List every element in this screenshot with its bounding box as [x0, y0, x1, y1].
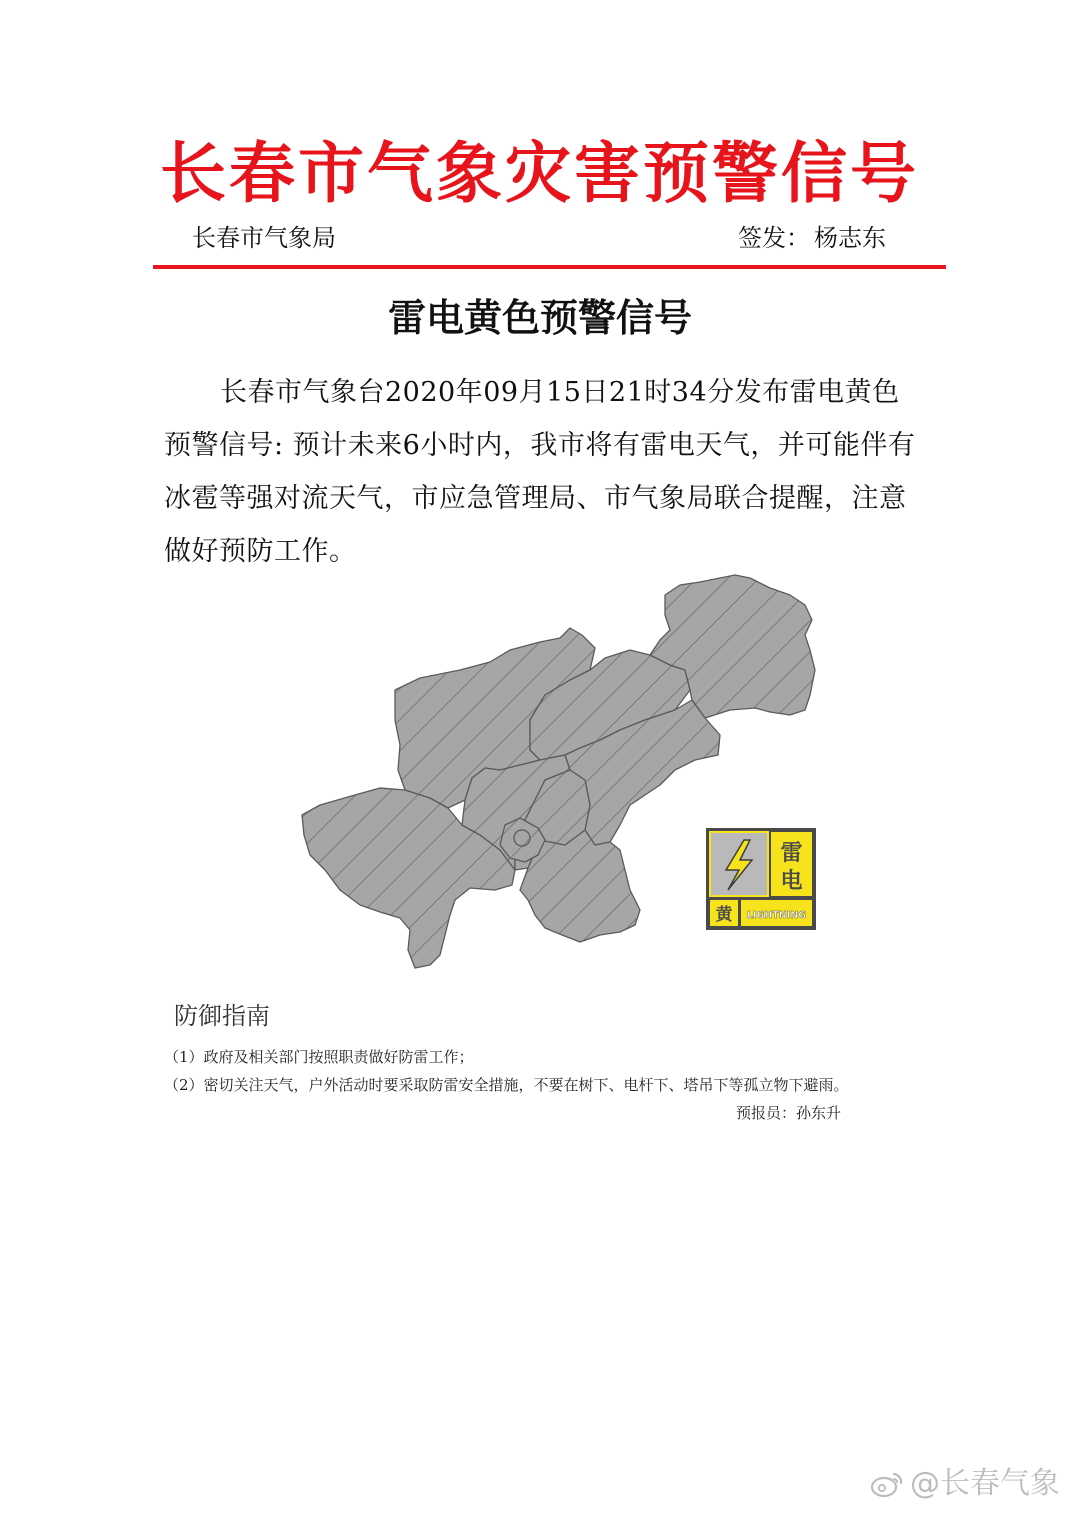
badge-char-bottom: 电 [780, 869, 803, 894]
signer-name: 杨志东 [814, 224, 886, 252]
warning-body-text: 长春市气象台2020年09月15日21时34分发布雷电黄色预警信号: 预计未来6小时内，我市将有雷电天气，并可能伴有冰雹等强对流天气，市应急管理局、市气象局联合提醒，注意做好预防工作。 [164, 377, 916, 567]
signer-label: 签发： [738, 224, 810, 252]
forecaster-name: 预报员：孙东升 [736, 1104, 842, 1122]
warning-signal-title: 雷电黄色预警信号 [387, 296, 692, 340]
guide-item: （1）政府及相关部门按照职责做好防雷工作； [164, 1048, 474, 1066]
badge-char-top: 雷 [780, 841, 803, 866]
lightning-yellow-warning-badge [706, 828, 816, 930]
badge-english-label: LIGHTNING [746, 910, 807, 921]
defense-guide-heading: 防御指南 [174, 1002, 270, 1030]
document-header-title: 长春市气象灾害预警信号 [160, 135, 919, 212]
issuing-agency: 长春市气象局 [192, 224, 336, 252]
weibo-watermark [870, 1464, 1060, 1504]
map-region-downtown [514, 830, 530, 846]
header-divider [153, 265, 946, 269]
signer [738, 222, 886, 254]
watermark-text: @长春气象 [910, 1466, 1060, 1501]
weibo-icon [870, 1470, 904, 1498]
guide-item: （2）密切关注天气，户外活动时要采取防雷安全措施，不要在树下、电杆下、塔吊下等孤立物下避雨。 [164, 1076, 849, 1094]
badge-level-char: 黄 [715, 905, 733, 925]
